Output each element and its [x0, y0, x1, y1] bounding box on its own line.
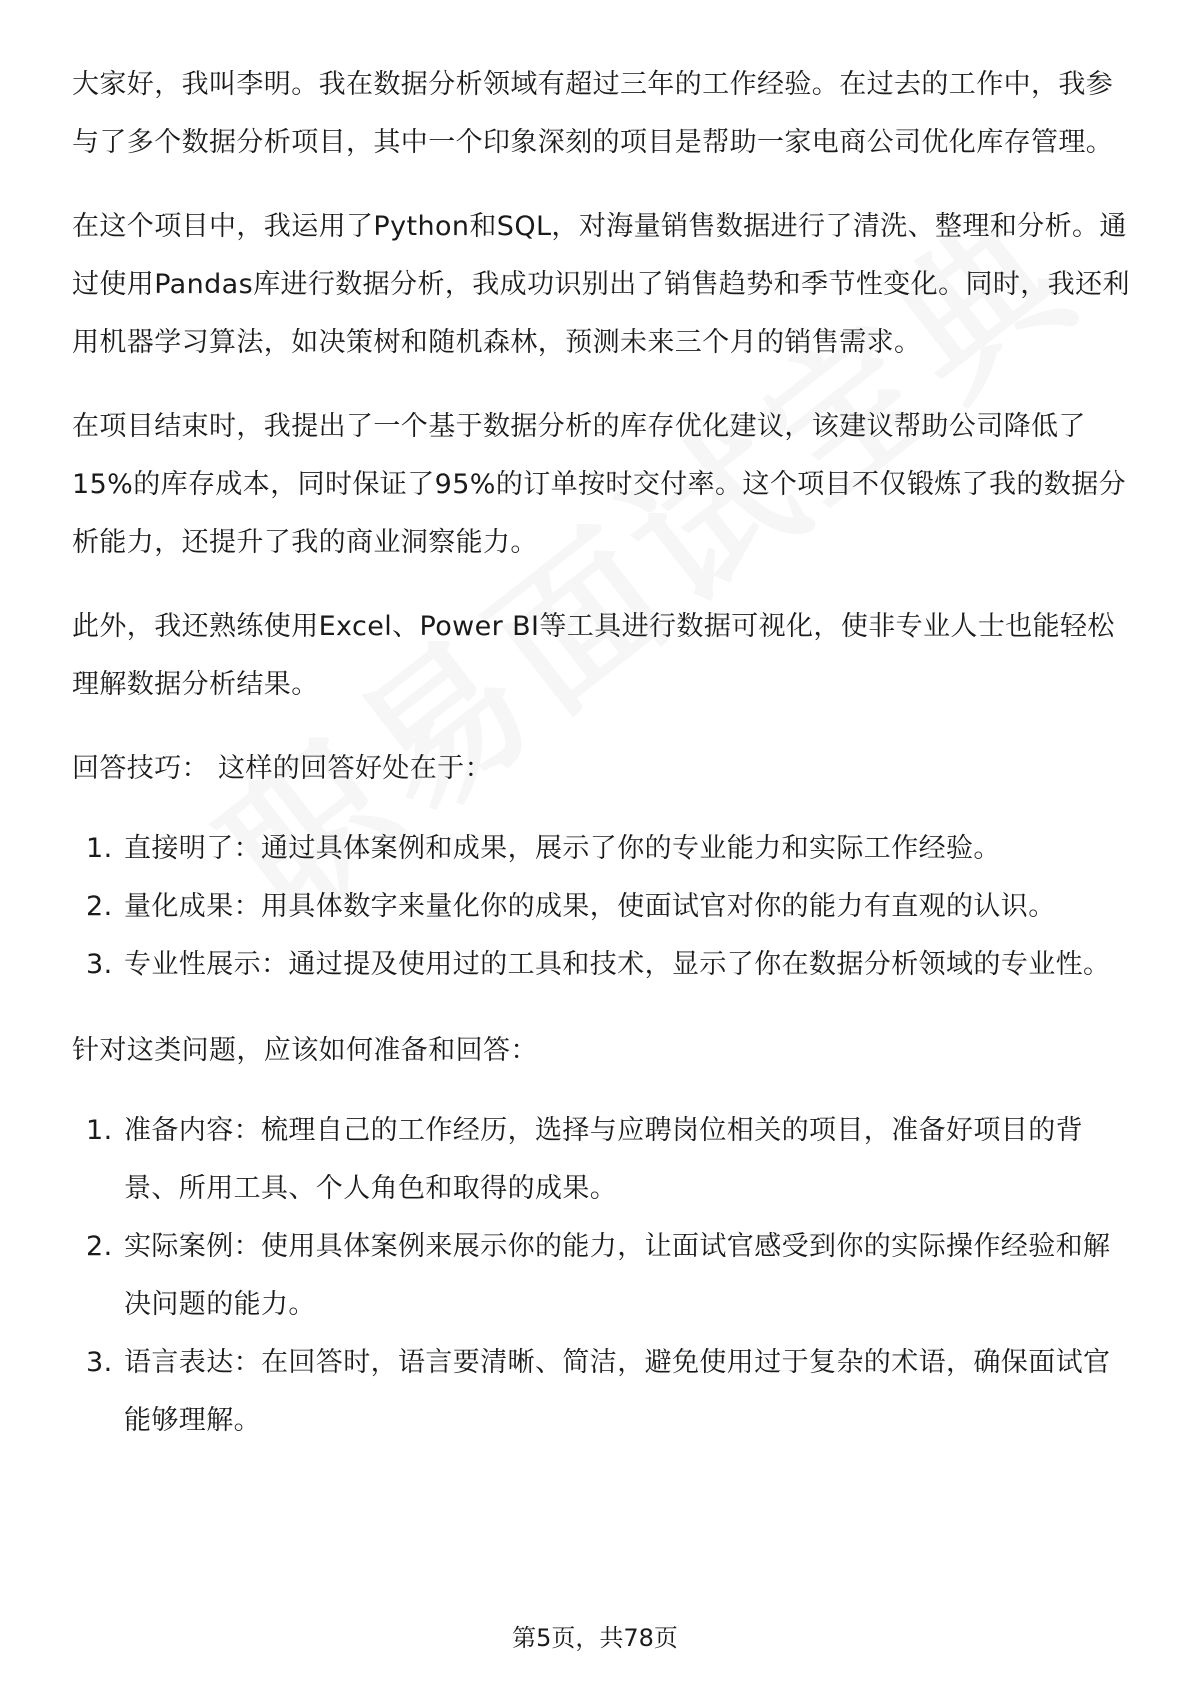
prep-list [72, 1102, 1132, 1450]
list-item-text: 准备内容：梳理自己的工作经历，选择与应聘岗位相关的项目，准备好项目的背景、所用工具、个人角色和取得的成果。 [124, 1115, 1083, 1204]
list-number: 1. [86, 833, 113, 864]
tips-heading: 回答技巧： 这样的回答好处在于： [72, 753, 492, 784]
list-item [72, 1102, 1132, 1218]
list-item [72, 936, 1132, 994]
tips-list [72, 820, 1132, 994]
list-item [72, 1334, 1132, 1450]
list-item-text: 量化成果：用具体数字来量化你的成果，使面试官对你的能力有直观的认识。 [124, 891, 1056, 922]
intro-paragraph: 大家好，我叫李明。我在数据分析领域有超过三年的工作经验。在过去的工作中，我参与了多个数据分析项目，其中一个印象深刻的项目是帮助一家电商公司优化库存管理。 [72, 69, 1114, 158]
list-number: 2. [86, 1231, 113, 1262]
page-number: 第5页，共78页 [512, 1624, 678, 1652]
list-number: 3. [86, 1347, 113, 1378]
tools-paragraph: 此外，我还熟练使用Excel、Power BI等工具进行数据可视化，使非专业人士也能轻松理解数据分析结果。 [72, 611, 1115, 700]
list-item-text: 直接明了：通过具体案例和成果，展示了你的专业能力和实际工作经验。 [124, 833, 1001, 864]
list-item [72, 1218, 1132, 1334]
list-item-text: 实际案例：使用具体案例来展示你的能力，让面试官感受到你的实际操作经验和解决问题的能力。 [124, 1231, 1111, 1320]
list-item-text: 语言表达：在回答时，语言要清晰、简洁，避免使用过于复杂的术语，确保面试官能够理解。 [124, 1347, 1111, 1436]
project-paragraph: 在这个项目中，我运用了Python和SQL，对海量销售数据进行了清洗、整理和分析。通过使用Pandas库进行数据分析，我成功识别出了销售趋势和季节性变化。同时，我还利用机器学习算法，如决策树和随机森林，预测未来三个月的销售需求。 [72, 211, 1130, 358]
list-item [72, 820, 1132, 878]
prep-heading: 针对这类问题，应该如何准备和回答： [72, 1035, 538, 1066]
document-page [72, 56, 1132, 1478]
result-paragraph: 在项目结束时，我提出了一个基于数据分析的库存优化建议，该建议帮助公司降低了15%的库存成本，同时保证了95%的订单按时交付率。这个项目不仅锻炼了我的数据分析能力，还提升了我的商业洞察能力。 [72, 411, 1127, 558]
list-number: 1. [86, 1115, 113, 1146]
list-item [72, 878, 1132, 936]
list-item-text: 专业性展示：通过提及使用过的工具和技术，显示了你在数据分析领域的专业性。 [124, 949, 1111, 980]
list-number: 3. [86, 949, 113, 980]
list-number: 2. [86, 891, 113, 922]
